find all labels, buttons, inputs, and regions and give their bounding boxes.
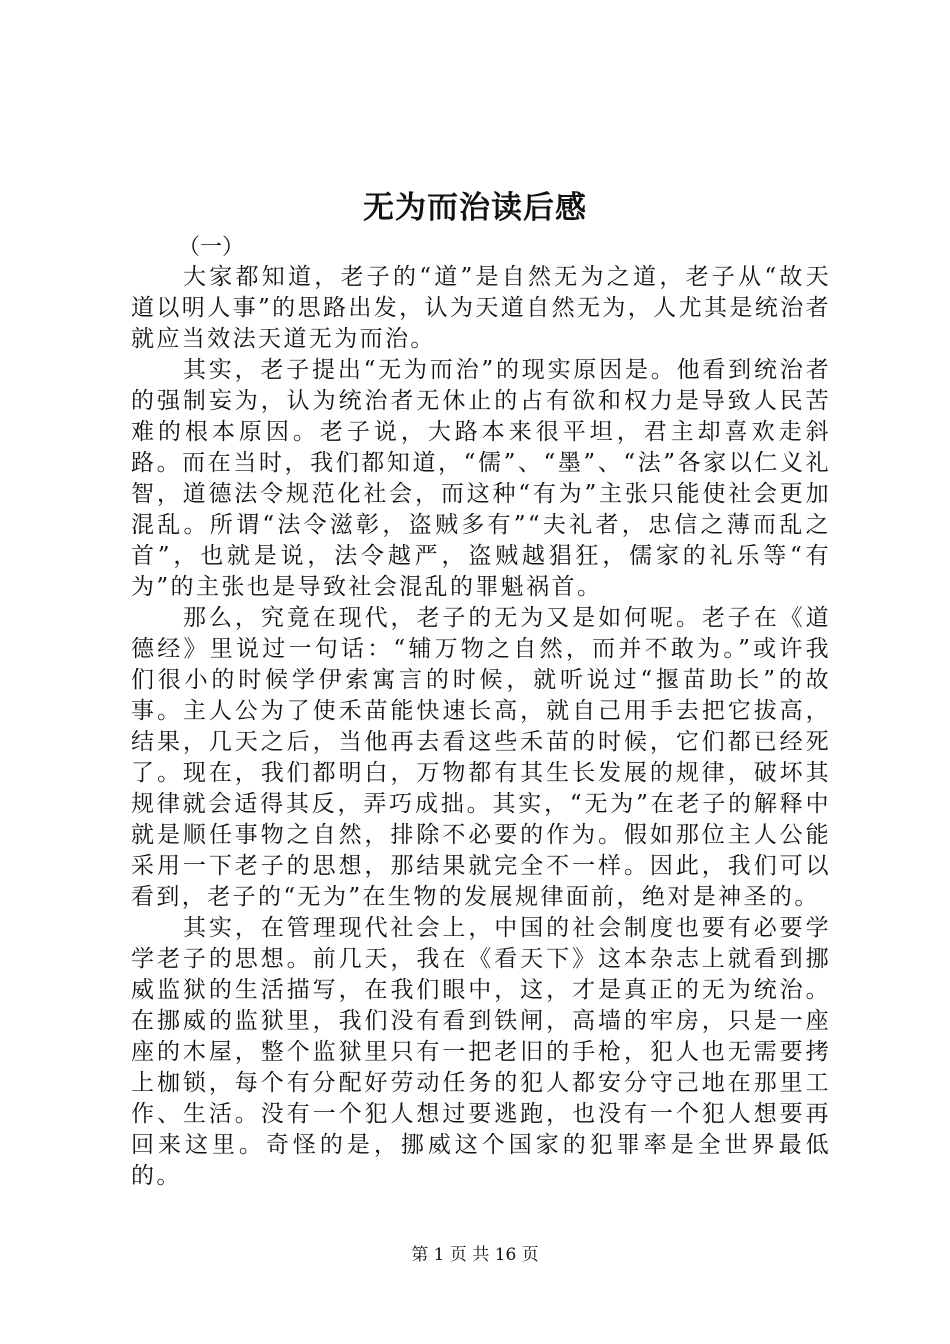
body-paragraph: 大家都知道，老子的“道”是自然无为之道，老子从“故天道以明人事”的思路出发，认为天道自然无为，人尤其是统治者就应当效法天道无为而治。 [131, 264, 831, 352]
body-paragraph: 其实，在管理现代社会上，中国的社会制度也要有必要学学老子的思想。前几天，我在《看天下》这本杂志上就看到挪威监狱的生活描写，在我们眼中，这，才是真正的无为统治。在挪威的监狱里，我们没有看到铁闸，高墙的牢房，只是一座座的木屋，整个监狱里只有一把老旧的手枪，犯人也无需要拷上枷锁，每个有分配好劳动任务的犯人都安分守己地在那里工作、生活。没有一个犯人想过要逃跑，也没有一个犯人想要再回来这里。奇怪的是，挪威这个国家的犯罪率是全世界最低的。 [131, 915, 831, 1189]
body-paragraph: 那么，究竟在现代，老子的无为又是如何呢。老子在《道德经》里说过一句话：“辅万物之自然，而并不敢为。”或许我们很小的时候学伊索寓言的时候，就听说过“揠苗助长”的故事。主人公为了使禾苗能快速长高，就自己用手去把它拔高，结果，几天之后，当他再去看这些禾苗的时候，它们都已经死了。现在，我们都明白，万物都有其生长发展的规律，破坏其规律就会适得其反，弄巧成拙。其实，“无为”在老子的解释中就是顺任事物之自然，排除不必要的作为。假如那位主人公能采用一下老子的思想，那结果就完全不一样。因此，我们可以看到，老子的“无为”在生物的发展规律面前，绝对是神圣的。 [131, 605, 831, 910]
document-title: 无为而治读后感 [363, 190, 587, 226]
section-marker: （一） [178, 235, 245, 260]
body-paragraph: 其实，老子提出“无为而治”的现实原因是。他看到统治者的强制妄为，认为统治者无休止的占有欲和权力是导致人民苦难的根本原因。老子说，大路本来很平坦，君主却喜欢走斜路。而在当时，我们都知道，“儒”、“墨”、“法”各家以仁义礼智，道德法令规范化社会，而这种“有为”主张只能使社会更加混乱。所谓“法令滋彰，盗贼多有”“夫礼者，忠信之薄而乱之首”，也就是说，法令越严，盗贼越猖狂，儒家的礼乐等“有为”的主张也是导致社会混乱的罪魁祸首。 [131, 357, 831, 600]
page-number-footer: 第 1 页 共 16 页 [411, 1245, 539, 1265]
document-body [131, 262, 831, 1192]
